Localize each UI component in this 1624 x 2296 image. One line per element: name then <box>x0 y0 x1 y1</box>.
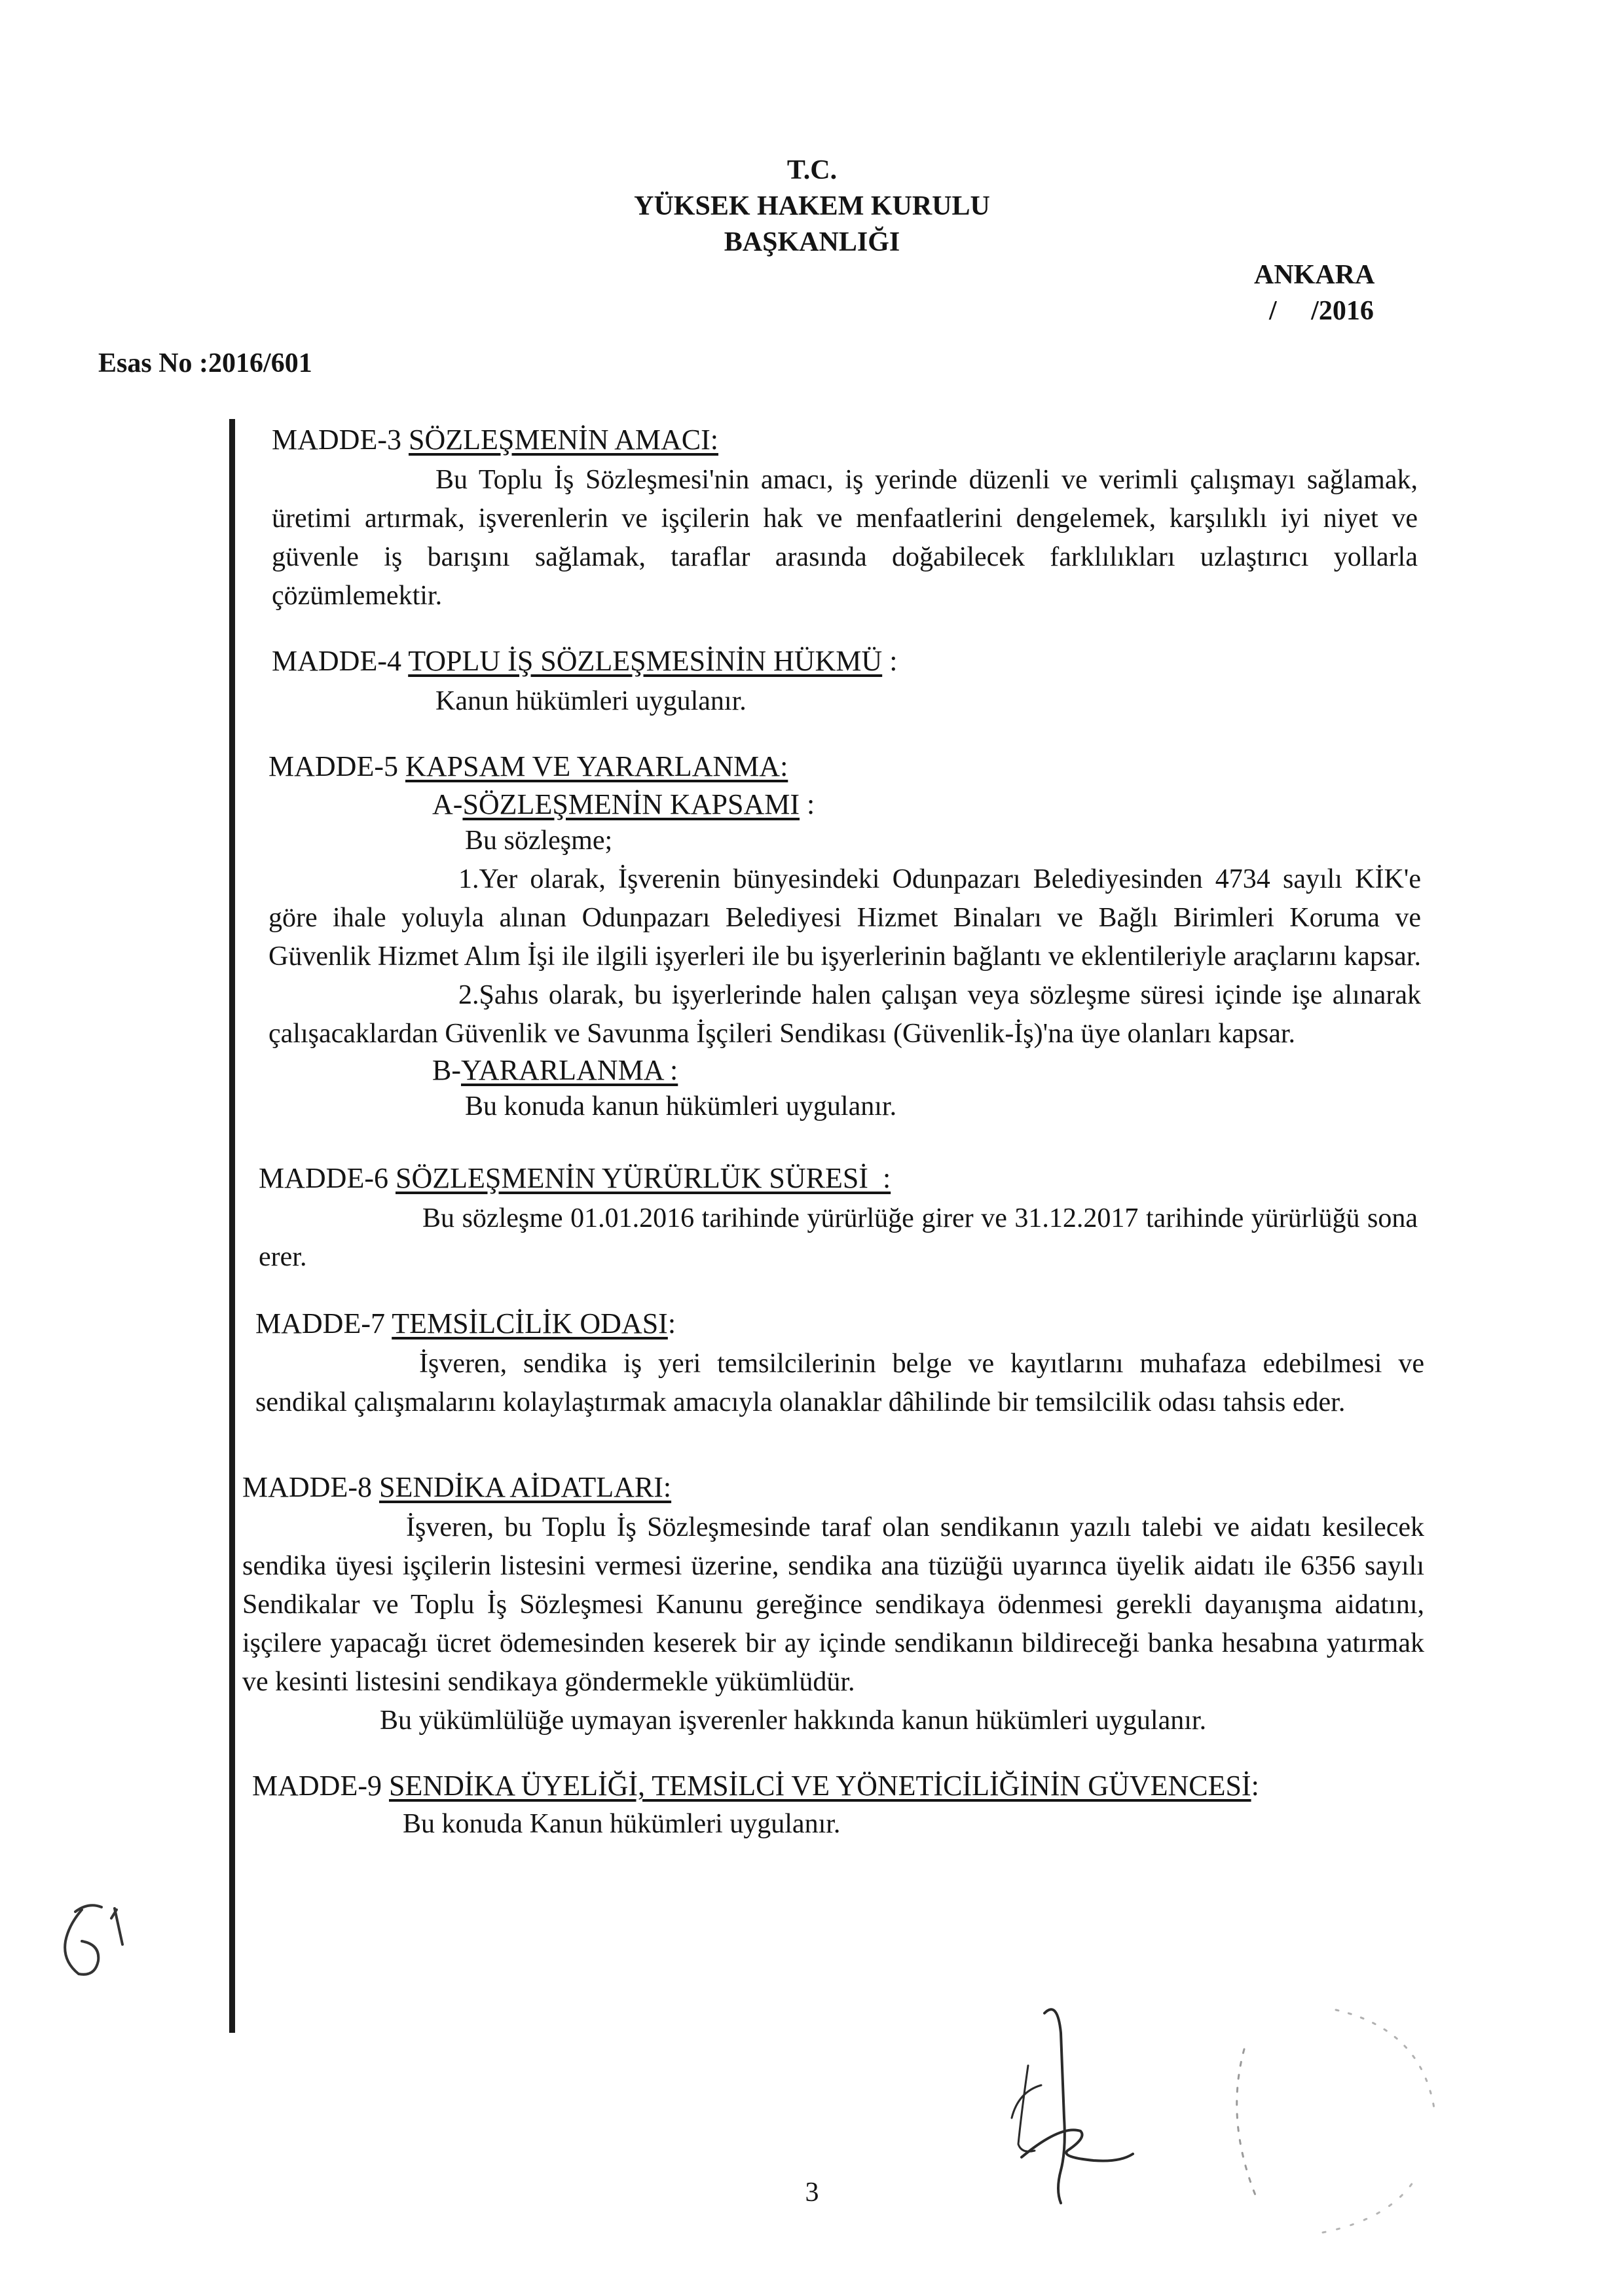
article-text: Bu Toplu İş Sözleşmesi'nin amacı, iş yerinde düzenli ve verimli çalışmayı sağlamak, üretimi artırmak, işverenlerin ve işçilerin hak ve menfaatlerini dengelemek, karşılıklı iyi niyet ve güvenle iş barışını sağlamak, taraflar arasında doğabilecek farklılıkları uzlaştırıcı yollarla çözümlemektir. <box>272 465 1418 611</box>
document-body <box>242 419 1424 1841</box>
scope-item-2: 2.Şahıs olarak, bu işyerlerinde halen çalışan veya sözleşme süresi içinde işe alınarak çalışacaklardan Güvenlik ve Savunma İşçileri Sendikası (Güvenlik-İş)'na üye olanları kapsar. <box>268 980 1421 1049</box>
article-6 <box>259 1157 1424 1277</box>
article-prefix: MADDE-9 <box>252 1770 389 1802</box>
article-title: SÖZLEŞMENİN AMACI: <box>408 424 719 456</box>
article-heading <box>252 1765 1424 1807</box>
article-prefix: MADDE-6 <box>259 1162 396 1194</box>
header-line-institution: YÜKSEK HAKEM KURULU <box>634 191 990 221</box>
article-suffix: : <box>1251 1770 1259 1802</box>
article-7 <box>255 1303 1424 1422</box>
article-text: Bu konuda Kanun hükümleri uygulanır. <box>403 1809 841 1839</box>
article-suffix: : <box>882 645 898 677</box>
article-heading <box>242 1467 1424 1508</box>
article-title: TOPLU İŞ SÖZLEŞMESİNİN HÜKMÜ <box>408 645 883 677</box>
article-title: SENDİKA AİDATLARI: <box>378 1471 672 1503</box>
article-9 <box>252 1765 1424 1841</box>
article-prefix: MADDE-4 <box>272 645 409 677</box>
subsection-b-text: Bu konuda kanun hükümleri uygulanır. <box>465 1091 897 1121</box>
article-prefix: MADDE-7 <box>255 1307 392 1339</box>
article-title: TEMSİLCİLİK ODASI <box>392 1307 668 1339</box>
article-heading <box>259 1157 1424 1199</box>
article-8 <box>242 1467 1424 1740</box>
article-heading <box>255 1303 1424 1345</box>
page-number: 3 <box>805 2178 819 2208</box>
article-text: Kanun hükümleri uygulanır. <box>435 686 747 716</box>
subsection-title: SÖZLEŞMENİN KAPSAMI <box>462 788 800 820</box>
header-line-presidency: BAŞKANLIĞI <box>724 227 900 257</box>
subsection-b-heading <box>268 1053 1424 1087</box>
article-prefix: MADDE-5 <box>268 750 405 782</box>
case-number <box>98 347 312 380</box>
subsection-title: YARARLANMA : <box>461 1054 678 1086</box>
article-prefix: MADDE-8 <box>242 1471 379 1503</box>
header-line-tc: T.C. <box>786 155 838 185</box>
article-3 <box>272 419 1424 615</box>
article-5 <box>268 746 1424 1126</box>
case-label: Esas No <box>98 348 193 378</box>
signature-mark <box>982 1994 1146 2210</box>
article-text: İşveren, sendika iş yeri temsilcilerinin belge ve kayıtlarını muhafaza edebilmesi ve sendikal çalışmalarını kolaylaştırmak amacıyla olanaklar dâhilinde bir temsilcilik odası tahsis eder. <box>255 1349 1424 1417</box>
article-heading <box>272 419 1424 461</box>
case-value: :2016/601 <box>199 348 312 378</box>
faint-stamp-edge <box>1218 2003 1454 2252</box>
subsection-prefix: A- <box>432 788 463 820</box>
subsection-intro: Bu sözleşme; <box>465 826 613 856</box>
article-text: İşveren, bu Toplu İş Sözleşmesinde taraf olan sendikanın yazılı talebi ve aidatı kesilecek sendika üyesi işçilerin listesini vermesi üzerine, sendika ana tüzüğü uyarınca üyelik aidatı ile 6356 sayılı Sendikalar ve Toplu İş Sözleşmesi Kanunu gereğince sendikaya ödenmesi gerekli dayanışma aidatını, işçilere yapacağı ücret ödemesinden keserek bir ay içinde sendikanın bildireceği banka hesabına yatırmak ve kesinti listesini sendikaya göndermekle yükümlüdür. <box>242 1512 1424 1697</box>
article-title: SENDİKA ÜYELİĞİ, TEMSİLCİ VE YÖNETİCİLİĞİNİN GÜVENCESİ <box>388 1770 1251 1802</box>
article-4 <box>272 640 1424 721</box>
scope-item-1: 1.Yer olarak, İşverenin bünyesindeki Odunpazarı Belediyesinden 4734 sayılı KİK'e göre ihale yoluyla alınan Odunpazarı Belediyesi Hizmet Binaları ve Bağlı Birimleri Koruma ve Güvenlik Hizmet Alım İşi ile ilgili işyerleri ile bu işyerlerinin bağlantı ve eklentileriyle araçlarını kapsar. <box>268 864 1421 972</box>
article-text-2: Bu yükümlülüğe uymayan işverenler hakkında kanun hükümleri uygulanır. <box>380 1705 1207 1736</box>
article-heading <box>268 746 1424 788</box>
subsection-prefix: B- <box>432 1054 461 1086</box>
article-heading <box>272 640 1424 682</box>
article-text: Bu sözleşme 01.01.2016 tarihinde yürürlüğe girer ve 31.12.2017 tarihinde yürürlüğü sona erer. <box>259 1203 1418 1272</box>
article-title: KAPSAM VE YARARLANMA: <box>405 750 788 782</box>
margin-bar <box>229 419 235 2033</box>
article-title: SÖZLEŞMENİN YÜRÜRLÜK SÜRESİ : <box>395 1162 891 1194</box>
article-suffix: : <box>667 1307 676 1339</box>
article-prefix: MADDE-3 <box>272 424 409 456</box>
place-name: ANKARA <box>1254 260 1375 290</box>
subsection-a-heading <box>268 788 1424 822</box>
subsection-suffix: : <box>800 788 815 820</box>
handwritten-margin-note <box>49 1895 147 1987</box>
date-line: / /2016 <box>1269 296 1374 326</box>
